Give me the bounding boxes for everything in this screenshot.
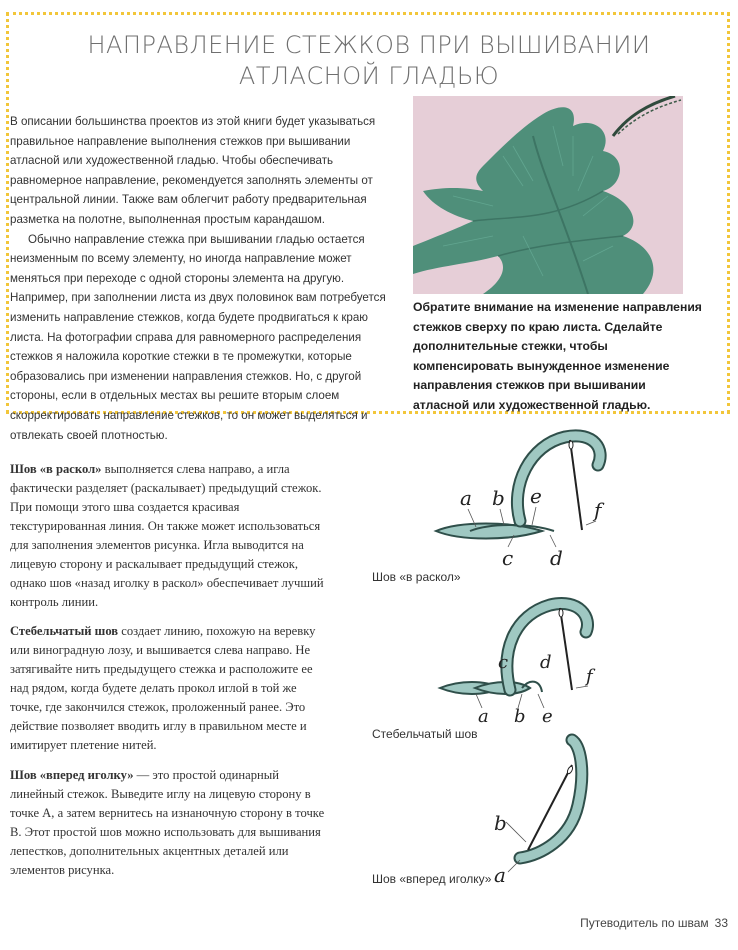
running-stitch-text: — это простой одинарный линейный стежок. Выведите иглу на лицевую сторону в точке А, а затем вернитесь на изнаночную сторону в точке В. Этот простой шов можно использовать для вышивания лепестков, дополнительных акцентных деталей или элементов рисунка. (10, 768, 325, 877)
split-stitch-description (10, 460, 326, 612)
page-footer (580, 916, 728, 930)
intro-paragraph-1: В описании большинства проектов из этой книги будет указываться правильное направление выполнения стежков при вышивании атласной или художественной гладью. Чтобы обеспечивать равномерное направление, рекомендуется заполнять элементы от центральной линии. Также вам облегчит работу предварительная разметка на полотне, выполненная простым карандашом. (10, 115, 376, 226)
split-stitch-label: Шов «в раскол» (372, 570, 461, 584)
stem-letter-d: d (540, 652, 552, 673)
stem-stitch-term: Стебельчатый шов (10, 624, 119, 638)
stem-stitch-label: Стебельчатый шов (372, 727, 478, 741)
title-line-1: НАПРАВЛЕНИЕ СТЕЖКОВ ПРИ ВЫШИВАНИИ (87, 31, 651, 59)
stem-stitch-text: создает линию, похожую на веревку или виноградную лозу, и вышивается слева направо. Не затягивайте нить предыдущего стежка и расположите ее над рядом, когда будете делать прокол иглой в той же точке, где закончился стежок, проложенный ранее. Это действие позволяет вводить иглу в правильном месте и имитирует плетение нитей. (10, 624, 316, 752)
stem-letter-c: c (498, 652, 509, 673)
split-stitch-term: Шов «в раскол» (10, 462, 102, 476)
running-stitch-label: Шов «вперед иголку» (372, 872, 492, 886)
split-letter-a: a (460, 486, 472, 510)
split-letter-c: c (502, 546, 514, 570)
split-letter-e: e (530, 484, 542, 508)
intro-paragraph-2: Обычно направление стежка при вышивании гладью остается неизменным по всему элементу, но иногда направление может меняться при переходе с одной стороны элемента на другую. Например, при заполнении листа из двух половинок вам потребуется изменить направление стежков, когда будете продвигаться к краю листа. На фотографии справа для равномерного распределения стежков я наложила короткие стежки в те промежутки, которые образовались при изменении направления стежков. Но, с другой стороны, если в отдельных местах вы решите вторым слоем скорректировать направление стежков, то он может выделяться и отвлекать своей плотностью. (10, 232, 386, 442)
page-number: 33 (714, 916, 728, 930)
split-stitch-diagram (430, 425, 630, 575)
running-stitch-term: Шов «вперед иголку» (10, 768, 134, 782)
title-line-2: АТЛАСНОЙ ГЛАДЬЮ (238, 62, 500, 90)
stem-letter-f: f (586, 666, 593, 687)
intro-text (10, 112, 398, 445)
split-letter-d: d (550, 546, 563, 570)
split-letter-b: b (492, 486, 505, 510)
running-letter-b: b (494, 811, 507, 835)
running-stitch-description (10, 766, 326, 880)
stem-letter-b: b (514, 706, 526, 727)
running-letter-a: a (494, 863, 506, 887)
embroidered-leaf-photo (413, 96, 683, 294)
stem-letter-a: a (478, 706, 489, 727)
photo-caption: Обратите внимание на изменение направления стежков сверху по краю листа. Сделайте дополнительные стежки, чтобы компенсировать вынужденное изменение направления стежков при вышивании атласной или художественной гладью. (413, 300, 702, 412)
stem-stitch-description (10, 622, 326, 755)
stem-stitch-diagram (430, 590, 630, 730)
running-stitch-diagram (480, 730, 600, 890)
page-title (0, 30, 738, 92)
footer-section-title: Путеводитель по швам (580, 916, 709, 930)
split-stitch-text: выполняется слева направо, а игла фактически разделяет (раскалывает) предыдущий стежок. При помощи этого шва создается красивая текстурированная линия. Он также может использоваться для заполнения элементов рисунка. Игла выводится на лицевую сторону и раскалывает предыдущий стежок, однако шов «назад иголку в раскол» обеспечивает лучший контроль линии. (10, 462, 324, 609)
split-letter-f: f (594, 498, 602, 522)
stem-letter-e: e (542, 706, 553, 727)
